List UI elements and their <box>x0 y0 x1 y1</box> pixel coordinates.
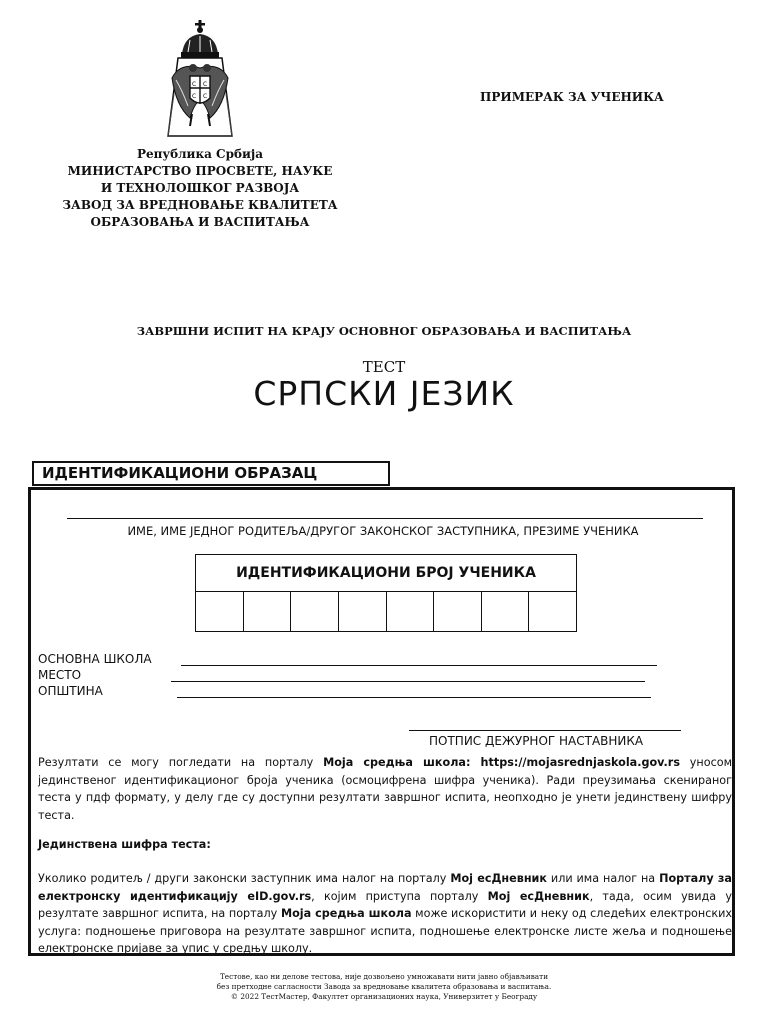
student-id-title: ИДЕНТИФИКАЦИОНИ БРОЈ УЧЕНИКА <box>196 555 576 592</box>
institute-name-line-2: ОБРАЗОВАЊА И ВАСПИТАЊА <box>90 215 310 229</box>
country-name: Република Србија <box>136 147 264 161</box>
services-info-paragraph: Уколико родитељ / други законски заступник има налог на порталу Мој есДневник или има налог на Порталу за електронску идентификацију eID.gov.rs, којим приступа порталу Мој есДневник, тада, осим увида у резултате завршног испита, на порталу Моја средња школа може искористити и неку од следећих електронских услуга: подношење приговора на резултате завршног испита, подношење електронске листе жеља и подношење електронске пријаве за упис у средњу школу. <box>38 872 733 955</box>
ministry-name-line-2: И ТЕХНОЛОШКОГ РАЗВОЈА <box>100 181 300 195</box>
svg-text:С: С <box>203 81 208 88</box>
student-id-digit-1[interactable] <box>196 592 244 631</box>
portal-link[interactable]: Моја средња школа: https://mojasrednjaskola.gov.rs <box>323 756 680 769</box>
footer-line-2: без претходне сагласности Завода за вредновање квалитета образовања и васпитања. <box>216 982 552 991</box>
school-field[interactable] <box>181 665 657 666</box>
student-name-label: ИМЕ, ИМЕ ЈЕДНОГ РОДИТЕЉА/ДРУГОГ ЗАКОНСКОГ ЗАСТУПНИКА, ПРЕЗИМЕ УЧЕНИКА <box>127 524 639 538</box>
place-label: МЕСТО <box>38 668 82 682</box>
copyright-footer <box>0 972 768 1002</box>
student-id-digit-3[interactable] <box>291 592 339 631</box>
ministry-block <box>60 146 340 231</box>
student-id-digit-4[interactable] <box>339 592 387 631</box>
footer-line-1: Тестове, као ни делове тестова, није дозвољено умножавати нити јавно објављивати <box>219 972 549 981</box>
test-code-label: Јединствена шифра теста: <box>38 838 211 851</box>
student-id-cells <box>196 592 576 631</box>
ministry-name-line-1: МИНИСТАРСТВО ПРОСВЕТЕ, НАУКЕ <box>67 164 333 178</box>
student-id-digit-8[interactable] <box>529 592 576 631</box>
footer-line-3: © 2022 ТестМастер, Факултет организационих наука, Универзитет у Београду <box>230 992 538 1001</box>
svg-text:С: С <box>192 93 197 100</box>
student-id-digit-2[interactable] <box>244 592 292 631</box>
student-name-field[interactable] <box>67 518 703 519</box>
institute-name-line-1: ЗАВОД ЗА ВРЕДНОВАЊЕ КВАЛИТЕТА <box>62 198 338 212</box>
municipality-label: ОПШТИНА <box>38 684 103 698</box>
student-id-digit-5[interactable] <box>387 592 435 631</box>
svg-text:С: С <box>192 81 197 88</box>
exam-title: ЗАВРШНИ ИСПИТ НА КРАЈУ ОСНОВНОГ ОБРАЗОВАЊА И ВАСПИТАЊА <box>136 324 632 338</box>
student-id-box <box>195 554 577 632</box>
subject-title: СРПСКИ ЈЕЗИК <box>253 374 515 413</box>
municipality-field[interactable] <box>177 697 651 698</box>
signature-field[interactable] <box>409 730 681 731</box>
coat-of-arms-icon <box>160 14 240 144</box>
school-label: ОСНОВНА ШКОЛА <box>38 652 152 666</box>
form-heading: ИДЕНТИФИКАЦИОНИ ОБРАЗАЦ <box>32 461 390 486</box>
test-label: ТЕСТ <box>362 358 406 376</box>
place-field[interactable] <box>171 681 645 682</box>
student-id-digit-7[interactable] <box>482 592 530 631</box>
student-id-digit-6[interactable] <box>434 592 482 631</box>
svg-text:С: С <box>203 93 208 100</box>
results-info-paragraph: Резултати се могу погледати на порталу Моја средња школа: https://mojasrednjaskola.gov.rs уносом јединственог идентификационог броја ученика (осмоцифрена шифра ученика). Ради преузимања скенираног теста у пдф формату, у делу где су доступни резултати завршног испита, неопходно је унети јединствену шифру теста. <box>38 756 733 822</box>
identification-form <box>28 487 735 956</box>
copy-label: ПРИМЕРАК ЗА УЧЕНИКА <box>480 90 664 104</box>
signature-label: ПОТПИС ДЕЖУРНОГ НАСТАВНИКА <box>429 734 644 748</box>
